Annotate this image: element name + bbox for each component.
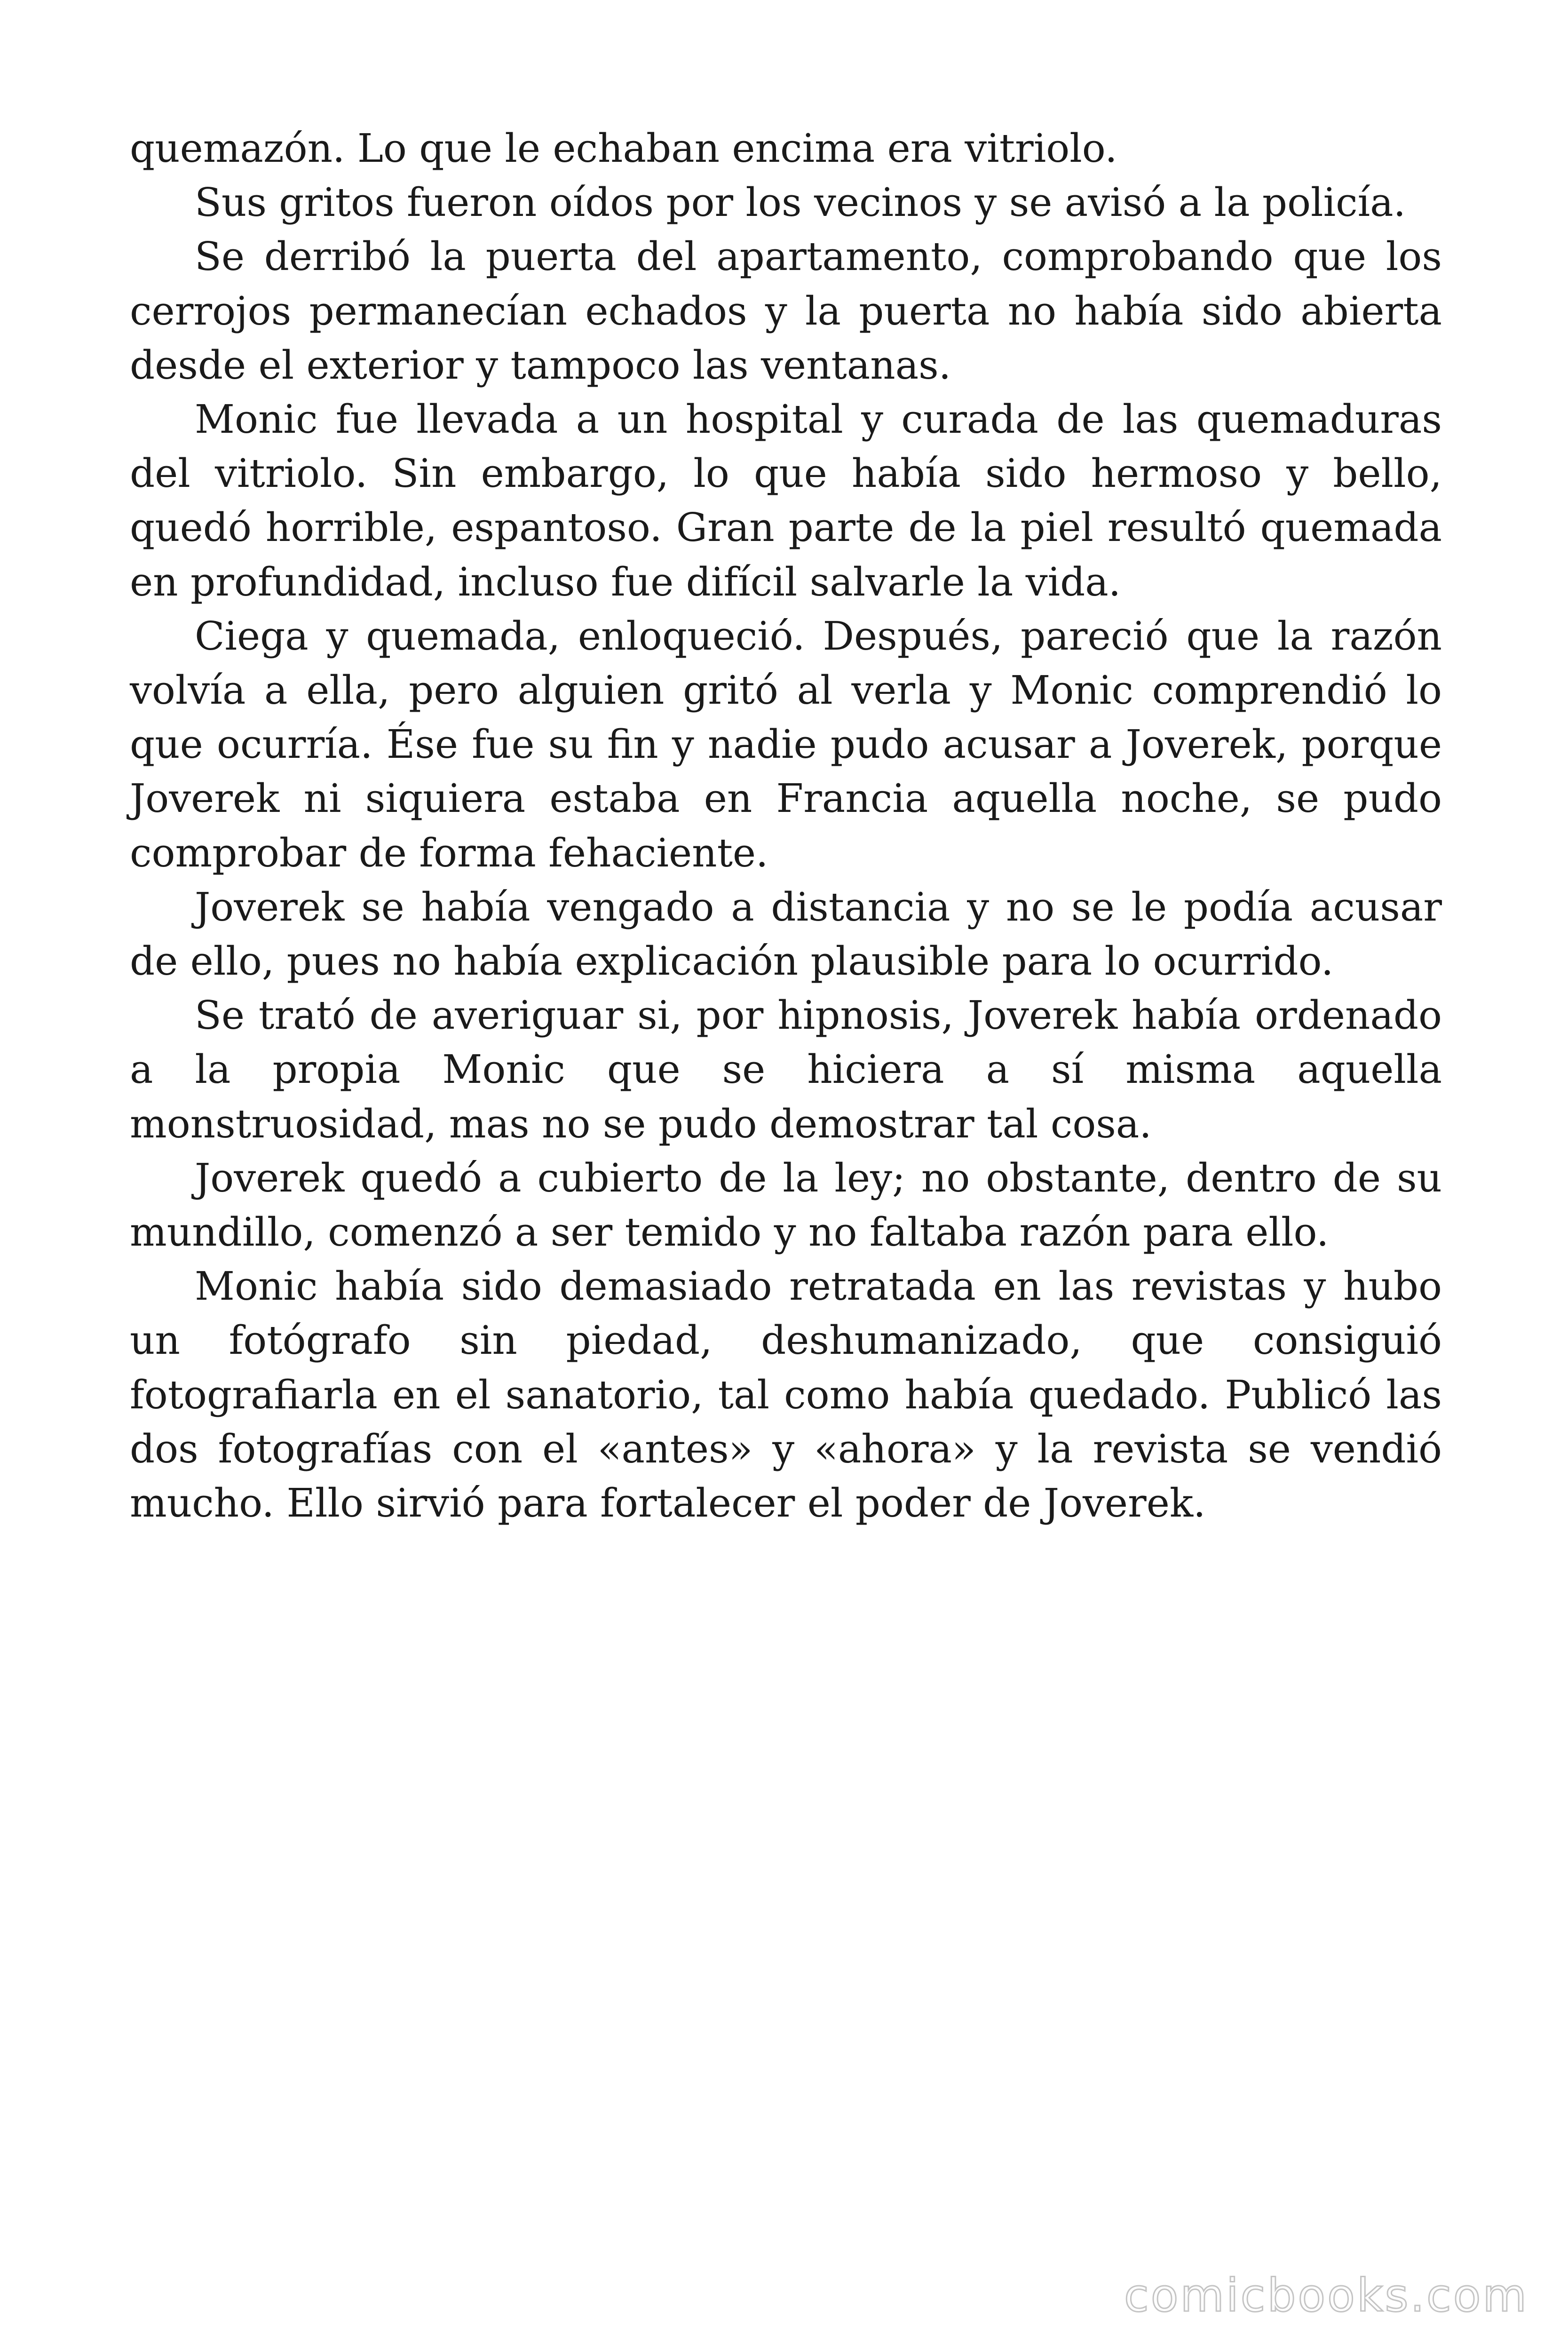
paragraph-2: Sus gritos fueron oídos por los vecinos y se avisó a la policía. (195, 180, 1406, 226)
paragraph-4: Monic fue llevada a un hospital y curada de las quemaduras del vitriolo. Sin embargo, lo que había sido hermoso y bello, quedó horrible, espantoso. Gran parte de la piel resultó quemada en profundidad, incluso fue difícil salvarle la vida. (130, 397, 1442, 605)
paragraph-3: Se derribó la puerta del apartamento, comprobando que los cerrojos permanecían echados y la puerta no había sido abierta desde el exterior y tampoco las ventanas. (130, 234, 1442, 388)
body-text (130, 121, 1442, 1530)
paragraph-8: Joverek quedó a cubierto de la ley; no obstante, dentro de su mundillo, comenzó a ser temido y no faltaba razón para ello. (130, 1155, 1442, 1255)
paragraph-5: Ciega y quemada, enloqueció. Después, pareció que la razón volvía a ella, pero alguien gritó al verla y Monic comprendió lo que ocurría. Ése fue su fin y nadie pudo acusar a Joverek, porque Joverek ni siquiera estaba en Francia aquella noche, se pudo comprobar de forma fehaciente. (130, 613, 1442, 876)
watermark: comicbooks.com (1124, 2269, 1528, 2322)
paragraph-1: quemazón. Lo que le echaban encima era vitriolo. (130, 126, 1117, 171)
paragraph-6: Joverek se había vengado a distancia y no se le podía acusar de ello, pues no había explicación plausible para lo ocurrido. (130, 884, 1442, 985)
paragraph-7: Se trató de averiguar si, por hipnosis, Joverek había ordenado a la propia Monic que se hiciera a sí misma aquella monstruosidad, mas no se pudo demostrar tal cosa. (130, 993, 1442, 1147)
paragraph-9: Monic había sido demasiado retratada en las revistas y hubo un fotógrafo sin piedad, deshumanizado, que consiguió fotografiarla en el sanatorio, tal como había quedado. Publicó las dos fotografías con el «antes» y «ahora» y la revista se vendió mucho. Ello sirvió para fortalecer el poder de Joverek. (130, 1263, 1442, 1526)
